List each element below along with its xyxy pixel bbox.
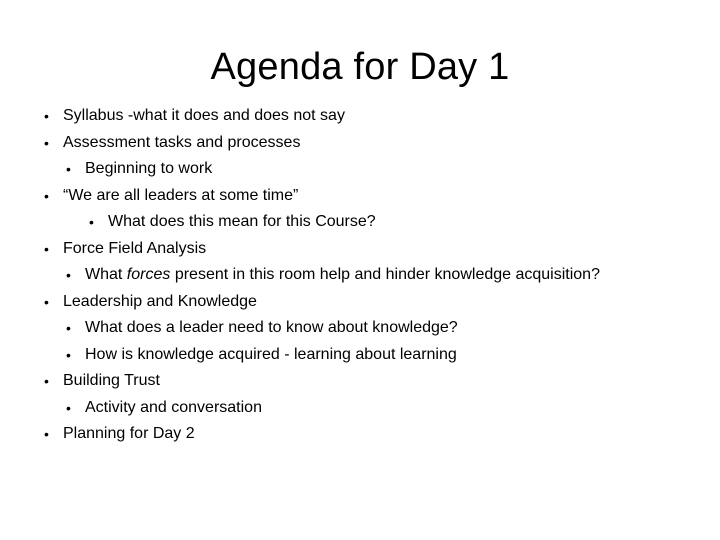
list-item-text: What does a leader need to know about knowledge?: [85, 319, 458, 336]
list-item: [44, 130, 704, 157]
list-item-text-end: present in this room help and hinder knowledge acquisition?: [170, 266, 600, 283]
bullet-icon: •: [44, 187, 49, 204]
list-subitem: [44, 156, 704, 183]
list-item-text: Activity and conversation: [85, 398, 262, 416]
bullet-icon: •: [44, 373, 49, 389]
bullet-icon: •: [89, 214, 94, 230]
bullet-icon: •: [66, 346, 71, 363]
emphasized-word: forces: [126, 266, 171, 283]
list-subitem: [44, 395, 704, 422]
bullet-icon: •: [66, 267, 71, 283]
list-item: [44, 289, 704, 316]
list-item-text: Beginning to work: [85, 160, 213, 177]
bullet-icon: •: [44, 293, 49, 310]
bullet-icon: •: [66, 399, 71, 416]
list-item-text: “We are all leaders at some time”: [63, 186, 299, 204]
list-subitem: [44, 209, 704, 236]
list-item: [44, 236, 704, 263]
list-subitem: [44, 262, 704, 289]
list-item-text-start: What: [85, 266, 127, 283]
bullet-icon: •: [66, 161, 71, 177]
bullet-icon: •: [66, 320, 71, 336]
bullet-icon: •: [44, 240, 49, 257]
list-item-text: [85, 262, 600, 289]
list-item-text: Assessment tasks and processes: [63, 133, 301, 151]
list-item-text: Building Trust: [63, 372, 160, 389]
list-item-text: What does this mean for this Course?: [108, 213, 376, 230]
list-item: [44, 103, 704, 130]
list-item-text: Planning for Day 2: [63, 425, 195, 442]
list-item: [44, 183, 704, 210]
agenda-list: [44, 103, 704, 448]
bullet-icon: •: [44, 426, 49, 442]
list-subitem: [44, 315, 704, 342]
bullet-icon: •: [44, 134, 49, 151]
list-item: [44, 368, 704, 395]
list-item-text: Leadership and Knowledge: [63, 292, 257, 310]
list-item-text: Force Field Analysis: [63, 239, 207, 257]
list-item-text: How is knowledge acquired - learning about learning: [85, 345, 457, 363]
list-subitem: [44, 342, 704, 369]
slide-title: Agenda for Day 1: [210, 46, 510, 88]
bullet-icon: •: [44, 108, 49, 124]
list-item: [44, 421, 704, 448]
list-item-text: Syllabus -what it does and does not say: [63, 107, 345, 124]
